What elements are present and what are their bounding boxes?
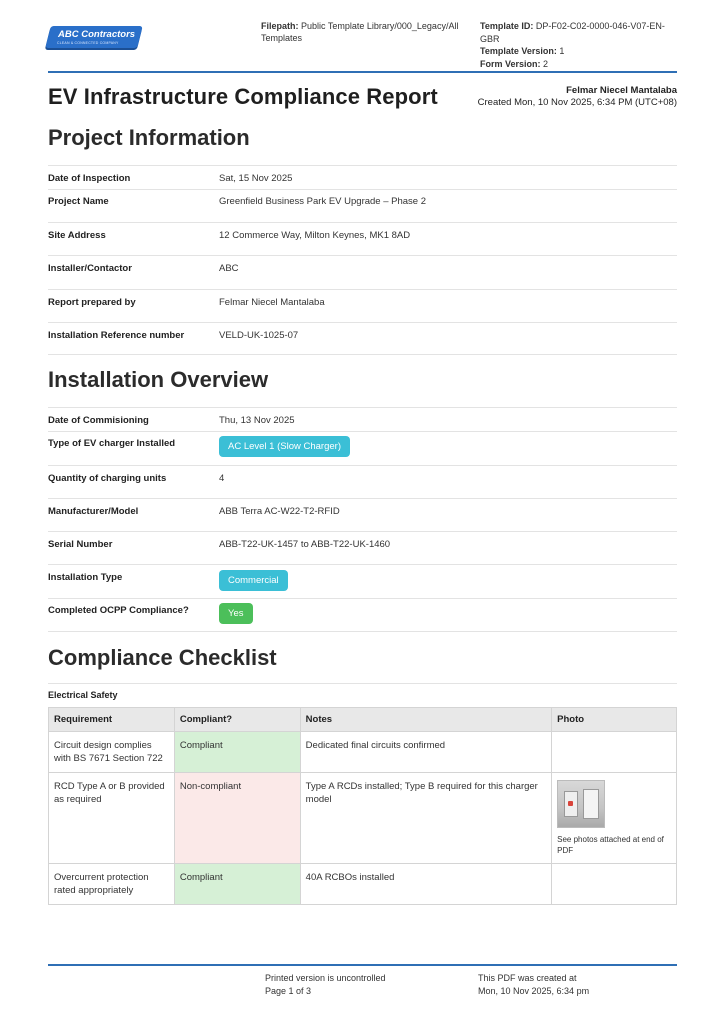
kv-row — [48, 465, 677, 498]
section-heading-overview: Installation Overview — [48, 367, 269, 392]
filepath-block — [261, 20, 461, 44]
template-version-line — [480, 45, 680, 58]
created-timestamp: Created Mon, 10 Nov 2025, 6:34 PM (UTC+08) — [477, 96, 677, 108]
template-id-line — [480, 20, 680, 45]
header-divider — [48, 71, 677, 73]
logo-text: ABC Contractors — [58, 29, 136, 40]
kv-key: Site Address — [48, 230, 106, 241]
kv-row — [48, 498, 677, 531]
pdf-created-label: This PDF was created at — [478, 973, 577, 983]
company-logo — [48, 26, 140, 52]
kv-value — [219, 603, 253, 624]
kv-key: Quantity of charging units — [48, 473, 167, 484]
table-row — [49, 732, 677, 773]
photo-caption: See photos attached at end of PDF — [557, 835, 664, 855]
rcd-photo-thumbnail[interactable] — [557, 780, 605, 828]
kv-key: Report prepared by — [48, 297, 136, 308]
uncontrolled-notice: Printed version is uncontrolled — [265, 973, 386, 983]
section-heading-checklist: Compliance Checklist — [48, 645, 277, 670]
filepath-value: Public Template Library/000_Legacy/All Templates — [261, 21, 459, 43]
kv-value: 12 Commerce Way, Milton Keynes, MK1 8AD — [219, 230, 411, 241]
template-version-value: 1 — [559, 46, 565, 56]
subsection-heading: Electrical Safety — [48, 690, 118, 700]
form-version-label: Form Version: — [480, 58, 541, 69]
kv-key: Date of Inspection — [48, 173, 131, 184]
template-id-label: Template ID: — [480, 21, 534, 31]
photo-indicator-shape — [568, 801, 573, 806]
kv-value: Greenfield Business Park EV Upgrade – Phase 2 — [219, 196, 427, 207]
kv-row — [48, 322, 677, 355]
column-header: Photo — [552, 708, 677, 732]
author-name: Felmar Niecel Mantalaba — [566, 85, 677, 96]
project-info-table — [48, 165, 677, 355]
kv-value: ABC — [219, 263, 239, 274]
kv-key: Installer/Contactor — [48, 263, 132, 274]
kv-row — [48, 531, 677, 564]
photo-cell — [552, 773, 677, 864]
compliance-checklist-table — [48, 707, 677, 905]
kv-value — [219, 436, 350, 457]
footer-divider — [48, 964, 677, 966]
kv-value — [219, 570, 288, 591]
installation-type-badge: Commercial — [219, 570, 288, 591]
table-row — [49, 864, 677, 905]
kv-value: Sat, 15 Nov 2025 — [219, 173, 293, 184]
notes-cell: Type A RCDs installed; Type B required for this charger model — [300, 773, 551, 864]
kv-row — [48, 189, 677, 222]
kv-row — [48, 165, 677, 189]
document-title: EV Infrastructure Compliance Report — [48, 84, 438, 109]
kv-row — [48, 564, 677, 598]
installation-overview-table — [48, 407, 677, 632]
footer-right — [478, 972, 589, 998]
compliant-cell: Compliant — [174, 864, 300, 905]
kv-key: Installation Type — [48, 572, 123, 583]
section-divider — [48, 683, 677, 684]
kv-row — [48, 431, 677, 465]
compliant-cell: Non-compliant — [174, 773, 300, 864]
charger-type-badge: AC Level 1 (Slow Charger) — [219, 436, 350, 457]
table-row — [49, 773, 677, 864]
kv-row — [48, 598, 677, 632]
template-meta-block — [480, 20, 680, 70]
kv-row — [48, 222, 677, 255]
column-header: Compliant? — [174, 708, 300, 732]
kv-row — [48, 407, 677, 431]
compliant-cell: Compliant — [174, 732, 300, 773]
form-version-line — [480, 58, 680, 71]
photo-device-shape — [583, 789, 599, 819]
ocpp-compliance-badge: Yes — [219, 603, 253, 624]
logo-tagline: CLEAN & CONNECTED COMPANY — [57, 41, 119, 45]
kv-row — [48, 289, 677, 322]
notes-cell: 40A RCBOs installed — [300, 864, 551, 905]
notes-cell: Dedicated final circuits confirmed — [300, 732, 551, 773]
requirement-cell: RCD Type A or B provided as required — [49, 773, 175, 864]
column-header: Notes — [300, 708, 551, 732]
form-version-value: 2 — [543, 58, 549, 69]
photo-cell — [552, 864, 677, 905]
filepath-label: Filepath: — [261, 21, 299, 31]
kv-key: Serial Number — [48, 539, 113, 550]
photo-cell — [552, 732, 677, 773]
page-number: Page 1 of 3 — [265, 986, 312, 996]
kv-row — [48, 255, 677, 289]
section-heading-project: Project Information — [48, 125, 250, 150]
template-id-value: DP-F02-C02-0000-046-V07-EN-GBR — [480, 21, 665, 44]
requirement-cell: Overcurrent protection rated appropriately — [49, 864, 175, 905]
author-block — [478, 85, 677, 108]
pdf-created-timestamp: Mon, 10 Nov 2025, 6:34 pm — [478, 986, 590, 996]
kv-value: 4 — [219, 473, 225, 484]
table-header-row — [49, 708, 677, 732]
kv-key: Manufacturer/Model — [48, 506, 139, 517]
document-header — [48, 20, 677, 72]
kv-value: Thu, 13 Nov 2025 — [219, 415, 295, 426]
requirement-cell: Circuit design complies with BS 7671 Section 722 — [49, 732, 175, 773]
kv-key: Installation Reference number — [48, 330, 185, 341]
kv-value: ABB Terra AC-W22-T2-RFID — [219, 506, 340, 517]
kv-key: Type of EV charger Installed — [48, 438, 176, 449]
kv-key: Completed OCPP Compliance? — [48, 605, 189, 616]
kv-value: VELD-UK-1025-07 — [219, 330, 299, 341]
kv-key: Date of Commisioning — [48, 415, 149, 426]
kv-value: ABB-T22-UK-1457 to ABB-T22-UK-1460 — [219, 539, 391, 550]
footer-left — [265, 972, 386, 998]
template-version-label: Template Version: — [480, 46, 557, 56]
column-header: Requirement — [49, 708, 175, 732]
kv-key: Project Name — [48, 196, 109, 207]
kv-value: Felmar Niecel Mantalaba — [219, 297, 325, 308]
